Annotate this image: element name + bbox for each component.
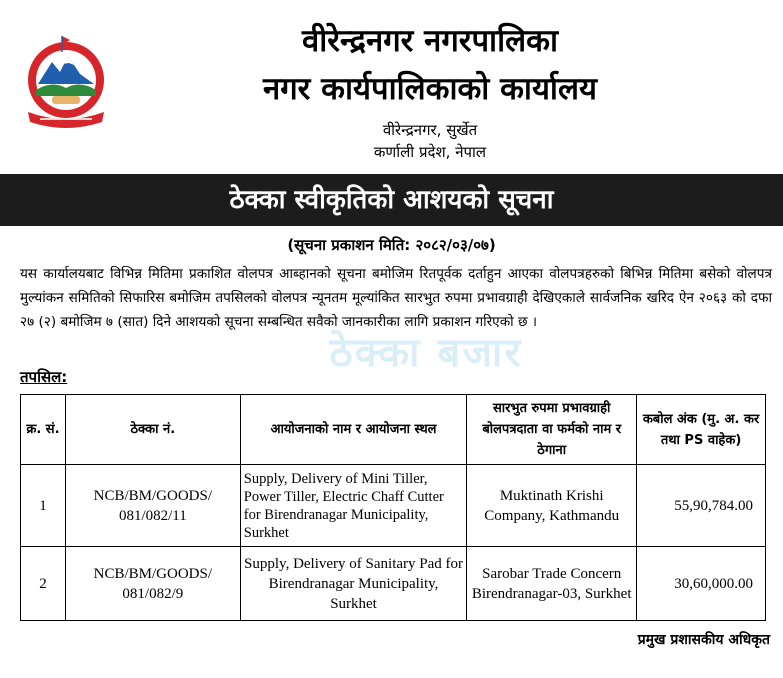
header-sn: क्र. सं.	[21, 395, 66, 465]
cell-bidder: Sarobar Trade Concern Birendranagar-03, Surkhet	[467, 547, 637, 621]
nepal-emblem-icon	[22, 34, 110, 134]
header-amount: कबोल अंक (मु. अ. कर तथा PS वाहेक)	[637, 395, 766, 465]
cell-contract-no: NCB/BM/GOODS/ 081/082/11	[65, 465, 240, 547]
municipality-name: वीरेन्द्रनगर नगरपालिका	[302, 23, 558, 59]
publication-date: (सूचना प्रकाशन मिति: २०८२/०३/०७)	[287, 236, 496, 254]
letterhead	[0, 0, 783, 172]
cell-amount: 55,90,784.00	[637, 465, 766, 547]
watermark: ठेक्का बजार	[329, 330, 523, 376]
cell-sn: 1	[21, 465, 66, 547]
cell-contract-no: NCB/BM/GOODS/ 081/082/9	[65, 547, 240, 621]
address-line-2: कर्णाली प्रदेश, नेपाल	[373, 143, 487, 161]
notice-title-banner: ठेक्का स्वीकृतिको आशयको सूचना	[0, 174, 783, 226]
signatory-title: प्रमुख प्रशासकीय अधिकृत	[637, 632, 770, 648]
cell-project: Supply, Delivery of Mini Tiller, Power Tiller, Electric Chaff Cutter for Birendranagar Municipality, Surkhet	[240, 465, 467, 547]
table-header-row	[21, 395, 766, 465]
tender-table	[20, 394, 766, 621]
schedule-label: तपसिल:	[20, 368, 68, 386]
cell-sn: 2	[21, 547, 66, 621]
table-row	[21, 547, 766, 621]
cell-bidder: Muktinath Krishi Company, Kathmandu	[467, 465, 637, 547]
notice-body: यस कार्यालयबाट विभिन्न मितिमा प्रकाशित वोलपत्र आब्हानको सूचना बमोजिम रितपूर्वक दर्ताहुन आएका वोलपत्रहरुको बिभिन्न मितिमा बसेको वोलपत्र मुल्यांकन समितिको सिफारिस बमोजिम तपसिलको वोलपत्र न्यूनतम मूल्यांकित सारभुत रुपमा प्रभावग्राही देखिएकाले सार्वजनिक खरिद ऐन २०६३ को दफा २७ (२) बमोजिम ७ (सात) दिने आशयको सूचना सम्बन्धित सवैको जानकारीका लागि प्रकाशन गरिएको छ ।	[20, 266, 772, 330]
address-line-1: वीरेन्द्रनगर, सुर्खेत	[382, 121, 478, 139]
header-contract-no: ठेक्का नं.	[65, 395, 240, 465]
table-row	[21, 465, 766, 547]
cell-amount: 30,60,000.00	[637, 547, 766, 621]
cell-project: Supply, Delivery of Sanitary Pad for Birendranagar Municipality, Surkhet	[240, 547, 467, 621]
header-project: आयोजनाको नाम र आयोजना स्थल	[240, 395, 467, 465]
header-bidder: सारभुत रुपमा प्रभावग्राही बोलपत्रदाता वा फर्मको नाम र ठेगाना	[467, 395, 637, 465]
office-name: नगर कार्यपालिकाको कार्यालय	[263, 71, 597, 107]
